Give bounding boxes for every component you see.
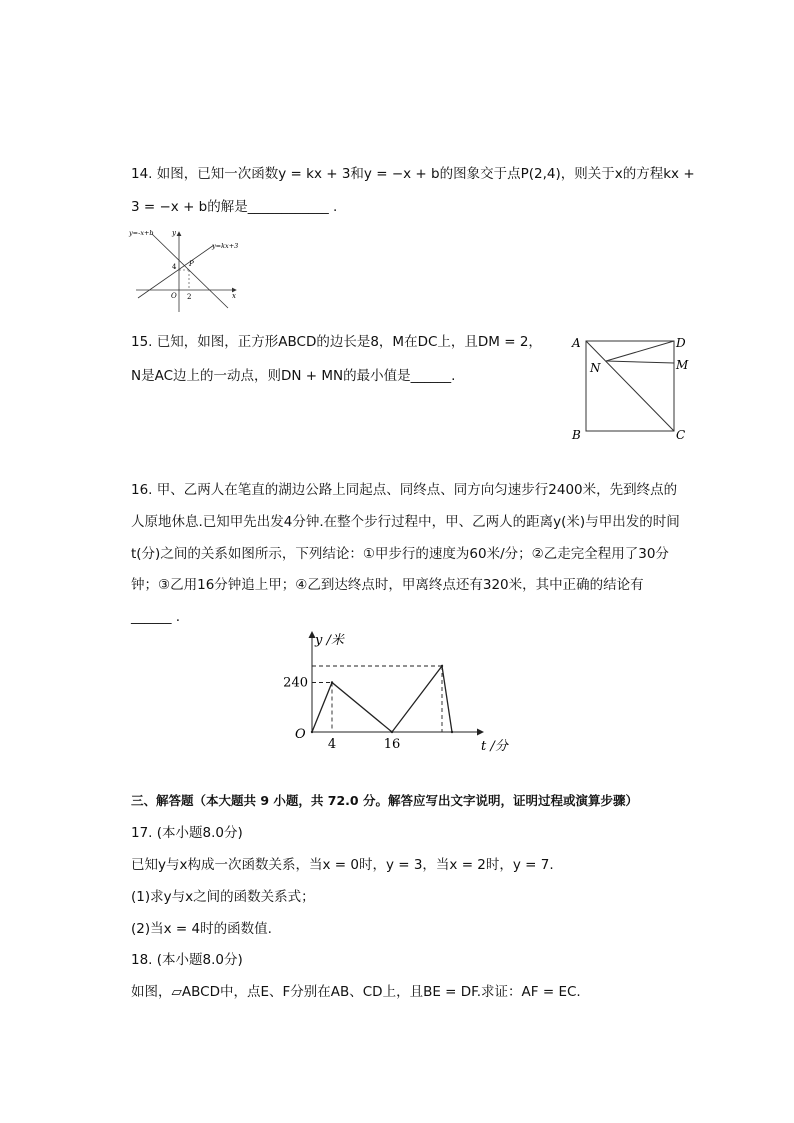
- q14-axis-x-label: x: [232, 292, 236, 300]
- q16-distance-chart: [278, 628, 518, 758]
- label-b: B: [572, 428, 581, 442]
- chart-origin-label: O: [295, 727, 306, 742]
- data-point: [391, 731, 393, 733]
- q18-header: 18. (本小题8.0分): [131, 952, 243, 968]
- y-tick-label-240: 240: [283, 675, 308, 691]
- x-tick-label-4: 4: [327, 737, 337, 752]
- q15-line2: N是AC边上的一动点，则DN + MN的最小值是______.: [131, 368, 456, 384]
- q14-label-line2: y=kx+3: [212, 242, 239, 250]
- data-point: [311, 731, 313, 733]
- q14-figure: [128, 226, 243, 314]
- q15-figure: [566, 333, 696, 445]
- q16-line2: 人原地休息.已知甲先出发4分钟.在整个步行过程中，甲、乙两人的距离y(米)与甲出发的时间: [131, 514, 680, 530]
- q17-stem: 已知y与x构成一次函数关系，当x = 0时，y = 3，当x = 2时，y = 7.: [131, 857, 554, 873]
- q14-y-tick: 4: [172, 263, 177, 271]
- q17-part2: (2)当x = 4时的函数值.: [131, 921, 272, 937]
- q17-part1: (1)求y与x之间的函数关系式；: [131, 889, 315, 905]
- distance-series-line: [312, 666, 452, 732]
- q16-line3: t(分)之间的关系如图所示，下列结论：①甲步行的速度为60米/分；②乙走完全程用了30分: [131, 546, 669, 562]
- label-n: N: [590, 361, 601, 375]
- q14-axis-y-label: y: [172, 229, 176, 237]
- q14-line1: 14. 如图，已知一次函数y = kx + 3和y = −x + b的图象交于点P(2,4)，则关于x的方程kx +: [131, 166, 695, 182]
- label-d: D: [676, 336, 686, 350]
- q18-stem: 如图，▱ABCD中，点E、F分别在AB、CD上，且BE = DF.求证：AF = EC.: [131, 984, 581, 1000]
- label-c: C: [676, 428, 686, 442]
- chart-y-label: y /米: [315, 633, 344, 648]
- segment-mn: [606, 361, 674, 363]
- q15-line1: 15. 已知，如图，正方形ABCD的边长是8，M在DC上，且DM = 2，: [131, 334, 542, 350]
- q14-label-line1: y=-x+b: [129, 229, 154, 237]
- segment-dn: [606, 341, 674, 361]
- section-3-heading: 三、解答题（本大题共 9 小题，共 72.0 分。解答应写出文字说明，证明过程或演算步骤）: [131, 793, 638, 808]
- q16-line5: ______ .: [131, 609, 181, 625]
- data-point: [451, 731, 453, 733]
- q17-header: 17. (本小题8.0分): [131, 825, 243, 841]
- q14-point-label: P: [189, 260, 194, 268]
- label-a: A: [572, 336, 581, 350]
- q16-line4: 钟；③乙用16分钟追上甲；④乙到达终点时，甲离终点还有320米，其中正确的结论有: [131, 577, 644, 593]
- q16-line1: 16. 甲、乙两人在笔直的湖边公路上同起点、同终点、同方向匀速步行2400米，先到终点的: [131, 482, 678, 498]
- q14-origin-label: O: [171, 292, 177, 300]
- x-tick-label-16: 16: [383, 737, 401, 752]
- q14-x-tick: 2: [187, 293, 192, 301]
- diagonal-ac: [586, 341, 674, 431]
- label-m: M: [676, 358, 689, 372]
- chart-x-label: t /分: [481, 739, 508, 754]
- q14-line2: 3 = −x + b的解是____________ .: [131, 199, 338, 215]
